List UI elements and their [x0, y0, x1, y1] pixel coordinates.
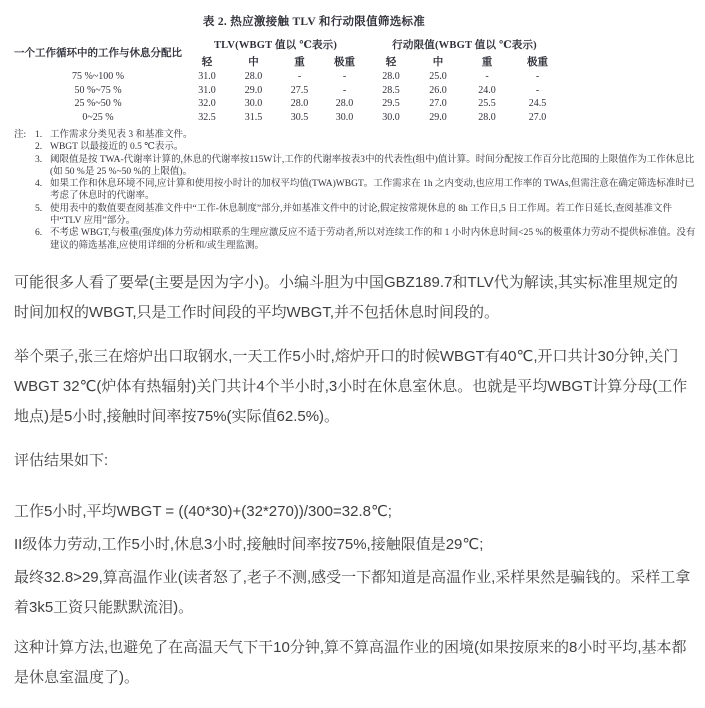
- note-text: 如果工作和休息环境不同,应计算和使用按小时计的加权平均值(TWA)WBGT。工作需求在 1h 之内变动,也应用工作率的 TWAs,但需注意在确定筛选标准时已考虑了休息时的代谢率。: [50, 179, 695, 202]
- value-cell: 28.0: [382, 71, 400, 83]
- value-cell: 25.0: [429, 71, 447, 83]
- row-label: 50 %~75 %: [74, 84, 122, 96]
- value-cell: -: [535, 71, 540, 83]
- article-body: [0, 252, 705, 693]
- value-cell: 24.0: [478, 84, 496, 96]
- table-note: [35, 227, 697, 252]
- table-note: [35, 141, 697, 153]
- note-text: WBGT 以最接近的 0.5 ℃表示。: [50, 142, 184, 153]
- value-cell: 31.0: [198, 84, 216, 96]
- note-number: 3.: [35, 154, 43, 165]
- value-cell: 26.0: [429, 84, 447, 96]
- value-cell: 24.5: [528, 98, 547, 110]
- table-row: [12, 70, 562, 84]
- value-cell: 27.0: [528, 111, 547, 123]
- col-subheader: 极重: [527, 57, 549, 68]
- value-cell: -: [342, 71, 347, 83]
- col-subheader: 极重: [334, 57, 355, 68]
- note-text: 阈限值是按 TWA-代谢率计算的,休息的代谢率按115W计,工作的代谢率按表3中的代表性(组中)值计算。时间分配按工作百分比范围的上限值作为工作休息比(如 50 %是 25 %~50 %的上限值)。: [50, 154, 695, 177]
- value-cell: 32.0: [198, 98, 216, 110]
- value-cell: 28.0: [290, 98, 309, 110]
- value-cell: 28.0: [335, 98, 354, 110]
- value-cell: 32.5: [198, 111, 216, 123]
- col-subheader: 重: [294, 57, 305, 68]
- table-notes: [14, 129, 697, 252]
- note-number: 6.: [35, 228, 43, 239]
- value-cell: -: [297, 71, 302, 83]
- table-note: [35, 203, 697, 228]
- value-cell: 25.5: [478, 98, 496, 110]
- paragraph-example: 举个栗子,张三在熔炉出口取钢水,一天工作5小时,熔炉开口的时候WBGT有40℃,开口共计30分钟,关门WBGT 32℃(炉体有热辐射)关门共计4个半小时,3小时在休息室休息。也就是平均WBGT计算分母(工作地点)是5小时,接触时间率按75%(实际值62.5%)。: [14, 347, 688, 425]
- value-cell: 30.5: [290, 111, 309, 123]
- value-cell: 31.0: [198, 71, 216, 83]
- table-row: [12, 97, 562, 111]
- note-number: 1.: [35, 130, 43, 140]
- table-body: [12, 70, 562, 124]
- value-cell: -: [485, 71, 489, 83]
- value-cell: 30.0: [244, 98, 263, 110]
- value-cell: -: [342, 84, 347, 96]
- value-cell: 28.0: [478, 111, 496, 123]
- paragraph-labor-grade: II级体力劳动,工作5小时,休息3小时,接触时间率按75%,接触限值是29℃;: [14, 535, 484, 553]
- row-label: 0~25 %: [82, 111, 114, 123]
- note-text: 使用表中的数值要查阅基准文件中“工作-休息制度”部分,并如基准文件中的讨论,假定按常规休息的 8h 工作日,5 日工作周。若工作日延长,查阅基准文件中“TLV 应用”部分。: [50, 203, 672, 227]
- group-header-tlv: TLV(WBGT 值以 ℃表示): [213, 39, 338, 51]
- table-note: [35, 154, 697, 179]
- value-cell: 28.5: [382, 84, 400, 96]
- paragraph-result-heading: 评估结果如下:: [14, 451, 109, 469]
- value-cell: 30.0: [335, 111, 354, 123]
- group-header-action-limit: 行动限值(WBGT 值以 ℃表示): [392, 39, 537, 51]
- notes-list: [35, 129, 697, 252]
- corner-header: 一个工作循环中的工作与休息分配比: [14, 48, 182, 59]
- value-cell: 30.0: [382, 111, 400, 123]
- note-number: 4.: [35, 179, 43, 190]
- table-row: [12, 111, 562, 125]
- value-cell: 29.5: [382, 98, 400, 110]
- value-cell: 29.0: [244, 84, 263, 96]
- value-cell: 29.0: [429, 111, 447, 123]
- paragraph-method-note: 这种计算方法,也避免了在高温天气下干10分钟,算不算高温作业的困境(如果按原来的8小时平均,基本都是休息室温度了)。: [14, 638, 687, 686]
- table-row: [12, 84, 562, 98]
- note-number: 2.: [35, 142, 43, 153]
- note-number: 5.: [35, 203, 43, 214]
- paragraph-intro: 可能很多人看了要晕(主要是因为字小)。小编斗胆为中国GBZ189.7和TLV代为解读,其实标准里规定的时间加权的WBGT,只是工作时间段的平均WBGT,并不包括休息时间段的。: [14, 273, 678, 321]
- value-cell: 28.0: [244, 71, 263, 83]
- value-cell: -: [535, 84, 540, 96]
- table-note: [35, 178, 697, 203]
- paragraph-conclusion: 最终32.8>29,算高温作业(读者怒了,老子不测,感受一下都知道是高温作业,采样果然是骗钱的。采样工拿着3k5工资只能默默流泪)。: [14, 568, 691, 616]
- notes-label: 注:: [14, 130, 27, 140]
- note-text: 不考虑 WBGT,与极重(强度)体力劳动相联系的生理应激反应不适于劳动者,所以对连续工作的和 1 小时内休息时间<25 %的极重体力劳动不提供标准值。没有建议的筛选基准,应使用详细的分析和/或生理监测。: [50, 228, 696, 251]
- col-subheader: 轻: [201, 57, 213, 68]
- col-subheader: 中: [432, 57, 444, 68]
- heat-stress-table-image: [0, 0, 705, 252]
- col-subheader: 重: [481, 57, 493, 68]
- table-title: 表 2. 热应激接触 TLV 和行动限值筛选标准: [202, 16, 426, 28]
- paragraph-formula: 工作5小时,平均WBGT = ((40*30)+(32*270))/300=32.8℃;: [14, 502, 392, 520]
- value-cell: 27.5: [290, 84, 309, 96]
- row-label: 75 %~100 %: [71, 71, 125, 83]
- note-text: 工作需求分类见表 3 和基准文件。: [50, 130, 193, 140]
- tlv-table: [12, 35, 562, 124]
- col-subheader: 中: [248, 57, 259, 68]
- row-label: 25 %~50 %: [74, 98, 122, 110]
- value-cell: 31.5: [244, 111, 263, 123]
- col-subheader: 轻: [385, 57, 397, 68]
- table-note: [35, 129, 697, 141]
- value-cell: 27.0: [429, 98, 447, 110]
